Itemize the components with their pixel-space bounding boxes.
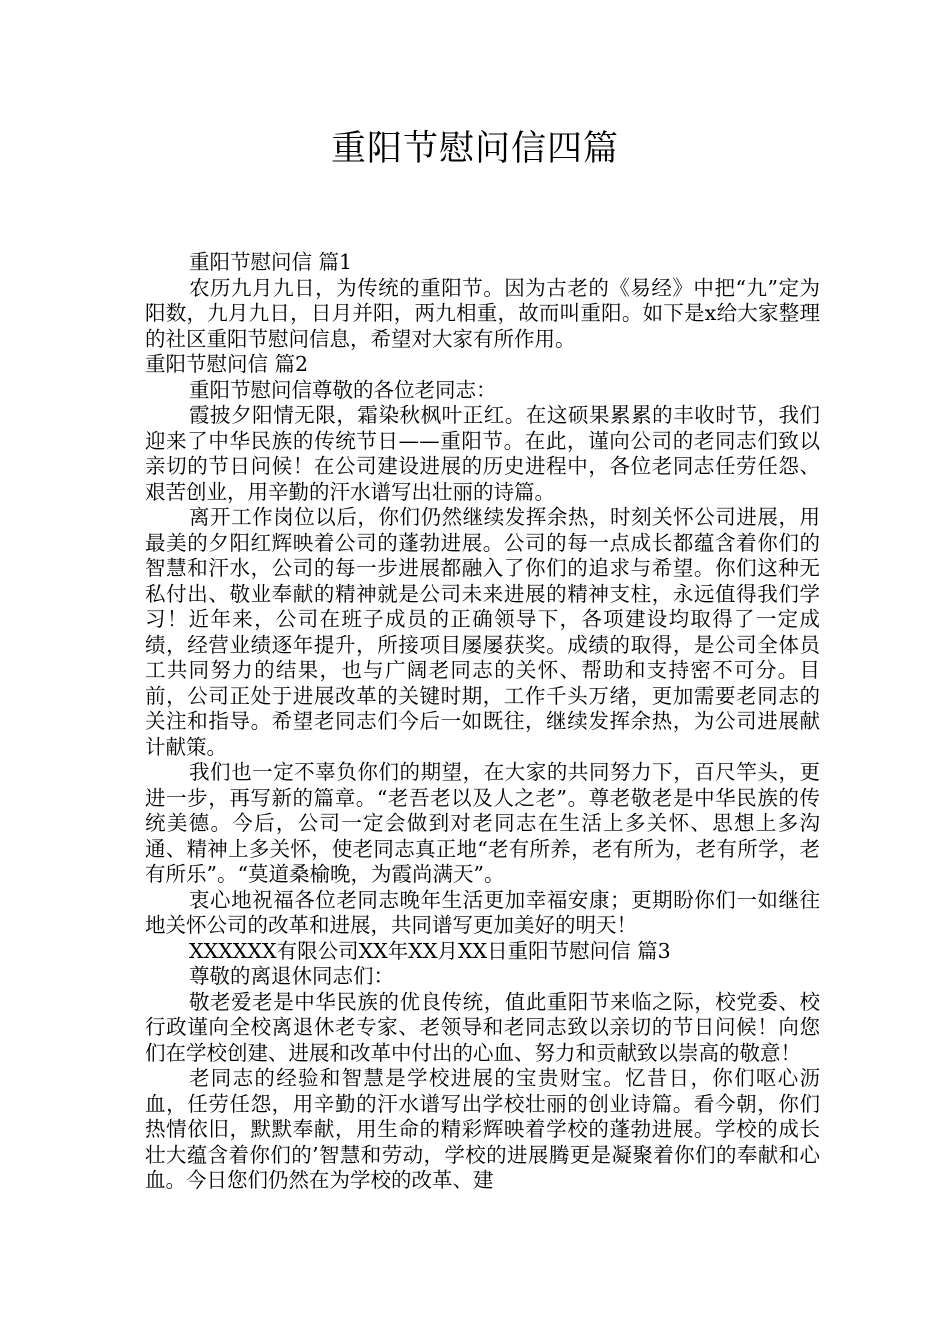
paragraph-5: 霞披夕阳情无限，霜染秋枫叶正红。在这硕果累累的丰收时节，我们迎来了中华民族的传统节日——重阳节。在此，谨向公司的老同志们致以亲切的节日问候！在公司建设进展的历史进程中，各位老同志任劳任怨、艰苦创业，用辛勤的汗水谱写出壮丽的诗篇。 (145, 403, 820, 504)
paragraph-4: 重阳节慰问信尊敬的各位老同志： (189, 377, 497, 402)
paragraph-2: 农历九月九日，为传统的重阳节。因为古老的《易经》中把“九”定为阳数，九月九日，日月并阳，两九相重，故而叫重阳。如下是x给大家整理的社区重阳节慰问信息，希望对大家有所作用。 (145, 275, 820, 351)
paragraph-12: 老同志的经验和智慧是学校进展的宝贵财宝。忆昔日，你们呕心沥血，任劳任怨，用辛勤的汗水谱写出学校壮丽的创业诗篇。看今朝，你们热情依旧，默默奉献，用生命的精彩辉映着学校的蓬勃进展。学校的成长壮大蕴含着你们的’智慧和劳动，学校的进展腾更是凝聚着你们的奉献和心血。今日您们仍然在为学校的改革、建 (145, 1066, 820, 1192)
paragraph-6: 离开工作岗位以后，你们仍然继续发挥余热，时刻关怀公司进展，用最美的夕阳红辉映着公司的蓬勃进展。公司的每一点成长都蕴含着你们的智慧和汗水，公司的每一步进展都融入了你们的追求与希望。你们这种无私付出、敬业奉献的精神就是公司未来进展的精神支柱，永远值得我们学习！近年来，公司在班子成员的正确领导下，各项建设均取得了一定成绩，经营业绩逐年提升，所接项目屡屡获奖。成绩的取得，是公司全体员工共同努力的结果，也与广阔老同志的关怀、帮助和支持密不可分。目前，公司正处于进展改革的关键时期，工作千头万绪，更加需要老同志的关注和指导。希望老同志们今后一如既往，继续发挥余热，为公司进展献计献策。 (145, 505, 820, 759)
paragraph-1: 重阳节慰问信 篇1 (189, 250, 353, 274)
document-body (145, 250, 820, 1194)
paragraph-8: 衷心地祝福各位老同志晚年生活更加幸福安康；更期盼你们一如继往地关怀公司的改革和进展，共同谱写更加美好的明天！ (145, 887, 820, 937)
paragraph-7: 我们也一定不辜负你们的期望，在大家的共同努力下，百尺竿头，更进一步，再写新的篇章。“老吾老以及人之老”。尊老敬老是中华民族的传统美德。今后，公司一定会做到对老同志在生活上多关怀、思想上多沟通、精神上多关怀，使老同志真正地“老有所养，老有所为，老有所学，老有所乐”。“莫道桑榆晚，为霞尚满天”。 (145, 760, 820, 886)
paragraph-11: 敬老爱老是中华民族的优良传统，值此重阳节来临之际，校党委、校行政谨向全校离退休老专家、老领导和老同志致以亲切的节日问候！向您们在学校创建、进展和改革中付出的心血、努力和贡献致以崇高的敬意！ (145, 989, 820, 1065)
document-title: 重阳节慰问信四篇 (330, 129, 619, 169)
paragraph-3: 重阳节慰问信 篇2 (145, 352, 309, 376)
paragraph-10: 尊敬的离退休同志们： (189, 964, 394, 988)
paragraph-9: XXXXXX有限公司XX年XX月XX日重阳节慰问信 篇3 (189, 938, 671, 963)
